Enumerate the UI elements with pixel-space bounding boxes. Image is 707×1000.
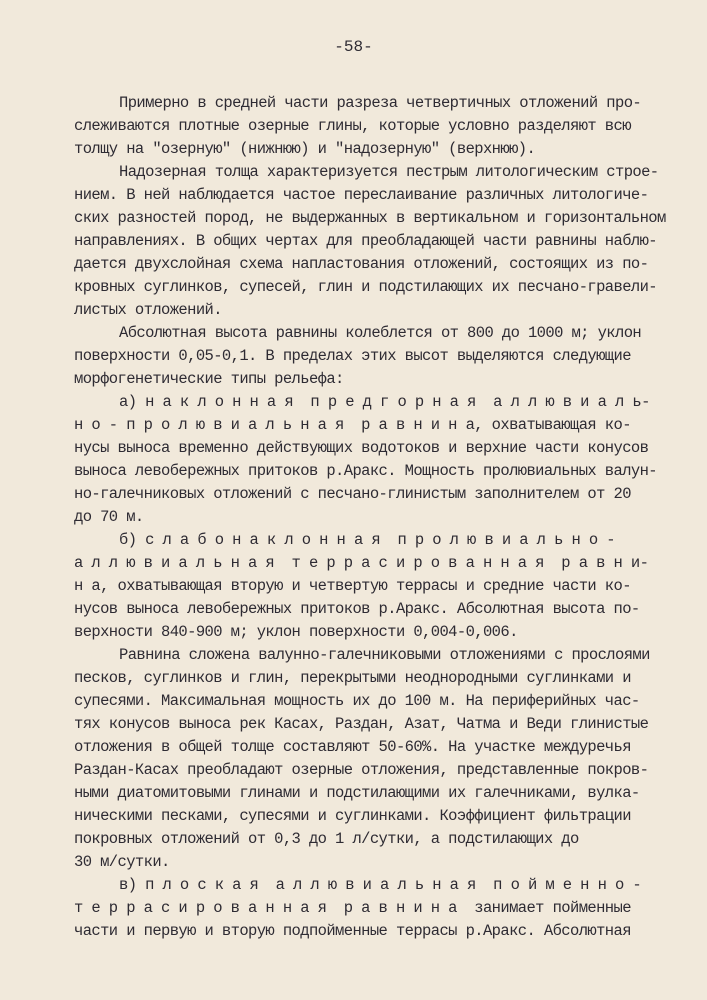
text-line: толщу на "озерную" (нижнюю) и "надозерную" (верхнюю).	[74, 140, 536, 158]
text-line: нием. В ней наблюдается частое переслаивание различных литологиче-	[74, 186, 649, 204]
text-line: Равнина сложена валунно-галечниковыми отложениями с прослоями	[119, 646, 650, 664]
text-line: Абсолютная высота равнины колеблется от 800 до 1000 м; уклон	[119, 324, 642, 342]
text-line: тях конусов выноса рек Касах, Раздан, Азат, Чатма и Веди глинистые	[74, 715, 649, 733]
text-line: нусы выноса временно действующих водотоков и верхние части конусов	[74, 439, 649, 457]
text-line: Надозерная толща характеризуется пестрым литологическим строе-	[119, 163, 659, 181]
text-line: выноса левобережных притоков р.Аракс. Мощность пролювиальных валун-	[74, 462, 658, 480]
text-line: отложения в общей толще составляют 50-60%. На участке междуречья	[74, 738, 631, 756]
text-line: покровных отложений от 0,3 до 1 л/сутки, а подстилающих до	[74, 830, 579, 848]
text-line: а) н а к л о н н а я п р е д г о р н а я а л л ю в и а л ь-	[119, 393, 650, 411]
page-number: -58-	[334, 38, 373, 56]
text-line: верхности 840-900 м; уклон поверхности 0,004-0,006.	[74, 623, 518, 641]
text-line: песков, суглинков и глин, перекрытыми неоднородными суглинками и	[74, 669, 631, 687]
text-line: но-галечниковых отложений с песчано-глинистым заполнителем от 20	[74, 485, 631, 503]
text-line: в) п л о с к а я а л л ю в и а л ь н а я п о й м е н н о -	[119, 876, 642, 894]
text-line: Раздан-Касах преобладают озерные отложения, представленные покров-	[74, 761, 649, 779]
text-line: до 70 м.	[74, 508, 144, 526]
text-line: кровных суглинков, супесей, глин и подстилающих их песчано-гравели-	[74, 278, 658, 296]
text-line: а л л ю в и а л ь н а я т е р р а с и р о в а н н а я р а в н и-	[74, 554, 649, 572]
text-line: ских разностей пород, не выдержанных в вертикальном и горизонтальном	[74, 209, 666, 227]
text-line: нусов выноса левобережных притоков р.Аракс. Абсолютная высота по-	[74, 600, 640, 618]
text-line: листых отложений.	[74, 301, 222, 319]
text-line: направлениях. В общих чертах для преобладающей части равнины наблю-	[74, 232, 658, 250]
text-line: дается двухслойная схема напластования отложений, состоящих из по-	[74, 255, 649, 273]
text-line: т е р р а с и р о в а н н а я р а в н и н а занимает пойменные	[74, 899, 631, 917]
text-line: супесями. Максимальная мощность их до 100 м. На периферийных час-	[74, 692, 640, 710]
text-line: н о - п р о л ю в и а л ь н а я р а в н и н а, охватывающая ко-	[74, 416, 631, 434]
text-line: морфогенетические типы рельефа:	[74, 370, 344, 388]
text-line: н а, охватывающая вторую и четвертую террасы и средние части ко-	[74, 577, 631, 595]
text-line: части и первую и вторую подпойменные террасы р.Аракс. Абсолютная	[74, 922, 631, 940]
text-line: Примерно в средней части разреза четвертичных отложений про-	[119, 94, 642, 112]
text-line: ными диатомитовыми глинами и подстилающими их галечниками, вулка-	[74, 784, 640, 802]
text-line: слеживаются плотные озерные глины, которые условно разделяют всю	[74, 117, 631, 135]
text-line: б) с л а б о н а к л о н н а я п р о л ю в и а л ь н о -	[119, 531, 615, 549]
text-line: ническими песками, супесями и суглинками. Коэффициент фильтрации	[74, 807, 631, 825]
text-line: 30 м/сутки.	[74, 853, 170, 871]
text-line: поверхности 0,05-0,1. В пределах этих высот выделяются следующие	[74, 347, 631, 365]
